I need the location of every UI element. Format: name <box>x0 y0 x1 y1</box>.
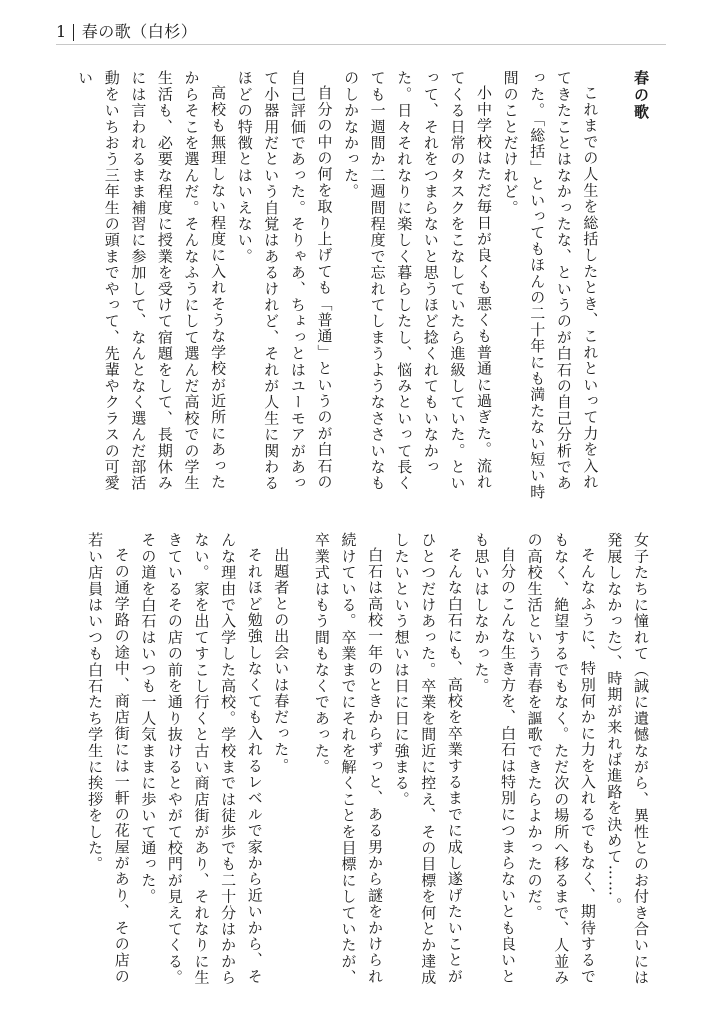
header-rule <box>56 44 666 45</box>
paragraph-continuation: 女子たちに憧れて（誠に遺憾ながら、異性とのお付き合いには発展しなかった）、時期が来れば進路を決めて……。 <box>605 532 650 986</box>
paragraph: それほど勉強しなくても入れるレベルで家から近いから、そんな理由で入学した高校。学校までは徒歩でも二十分はかからない。家を出てすこし行くと古い商店街があり、それなりに生きているその店の前を通り抜けるとやがて校門が見えてくる。その道を白石はいつも一人気ままに歩いて通った。 <box>139 532 264 986</box>
scene-break <box>294 532 308 992</box>
paragraph: その通学路の途中、商店街には一軒の花屋があり、その店の若い店員はいつも白石たち学生に挨拶をした。 <box>86 532 131 985</box>
paragraph: 出題者との出会いは春だった。 <box>272 547 291 774</box>
text-section-bottom <box>68 532 654 992</box>
paragraph: そんなふうに、特別何かに力を入れるでもなく、期待するでもなく、絶望するでもなく。ただ次の場所へ移るまで、人並みの高校生活という青春を謳歌できたらよかったのだ。 <box>525 532 597 986</box>
page-number: 1 <box>56 22 67 41</box>
paragraph: 自分のこんな生き方を、白石は特別につまらないとも良いとも思いはしなかった。 <box>472 532 518 985</box>
story-title: 春の歌 <box>632 70 650 121</box>
running-header <box>56 20 197 44</box>
paragraph: そんな白石にも、高校を卒業するまでに成し遂げたいことがひとつだけあった。卒業を間近に控え、その目標を何とか達成したいという想いは日に日に強まる。 <box>392 532 464 986</box>
paragraph: 高校も無理しない程度に入れそうな学校が近所にあったからそこを選んだ。そんなふうにして選んだ高校での学生生活も、必要な程度に授業を受けて宿題をして、長期休みには言われるまま補習に参加して、なんとなく選んだ部活動をいちおう三年生の頭までやって、先輩やクラスの可愛い <box>76 70 228 492</box>
chapter-title: 春の歌（白杉） <box>81 22 198 41</box>
header-separator <box>73 24 74 41</box>
paragraph: 白石は高校一年のときからずっと、ある男から謎をかけられ続けている。卒業までにそれを解くことを目標にしていたが、卒業式はもう間もなくであった。 <box>312 532 385 986</box>
paragraph: 小中学校はただ毎日が良くも悪くも普通に過ぎた。流れてくる日常のタスクをこなしていたら進級していた。といって、それをつまらないと思うほど捻くれてもいなかった。日々それなりに楽しく暮らしたし、悩みといって長くても一週間か二週間程度で忘れてしまうようなささいなものしかなかった。 <box>342 70 494 492</box>
paragraph: 自分の中の何を取り上げても「普通」というのが白石の自己評価であった。そりゃあ、ちょっとはユーモアがあって小器用だという自覚はあるけれど、それが人生に関わるほどの特徴とはいえない。 <box>235 70 334 492</box>
text-section-top <box>68 70 654 502</box>
paragraph: これまでの人生を総括したとき、これといって力を入れてきたことはなかったな、というのが白石の自己分析であった。「総括」といってもほんの二十年にも満たない短い時間のことだけれど。 <box>501 70 600 500</box>
